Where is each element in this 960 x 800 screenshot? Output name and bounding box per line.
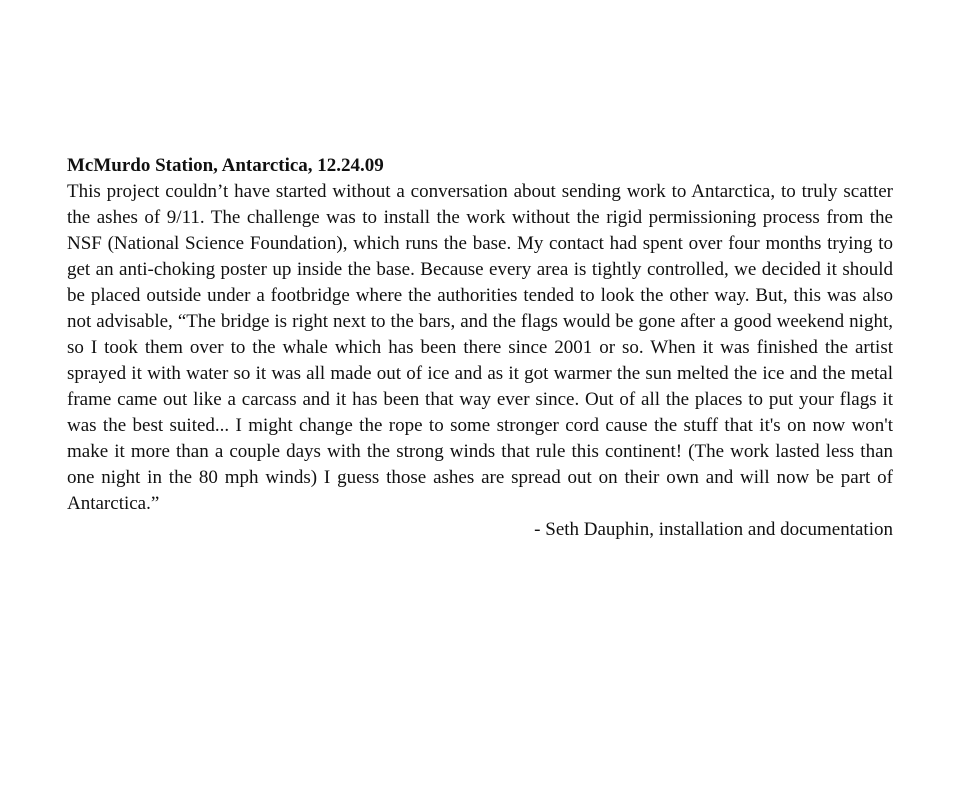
location-date-heading: McMurdo Station, Antarctica, 12.24.09 — [67, 155, 384, 176]
attribution-line: - Seth Dauphin, installation and documentation — [534, 519, 893, 540]
document-page — [67, 153, 893, 543]
body-paragraph: This project couldn’t have started without a conversation about sending work to Antarctica, to truly scatter the ashes of 9/11. The challenge was to install the work without the rigid permissioning process from the NSF (National Science Foundation), which runs the base. My contact had spent over four months trying to get an anti-choking poster up inside the base. Because every area is tightly controlled, we decided it should be placed outside under a footbridge where the authorities tended to look the other way. But, this was also not advisable, “The bridge is right next to the bars, and the flags would be gone after a good weekend night, so I took them over to the whale which has been there since 2001 or so. When it was finished the artist sprayed it with water so it was all made out of ice and as it got warmer the sun melted the ice and the metal frame came out like a carcass and it has been that way ever since. Out of all the places to put your flags it was the best suited... I might change the rope to some stronger cord cause the stuff that it's on now won't make it more than a couple days with the strong winds that rule this continent! (The work lasted less than one night in the 80 mph winds) I guess those ashes are spread out on their own and will now be part of Antarctica.” — [67, 181, 893, 514]
